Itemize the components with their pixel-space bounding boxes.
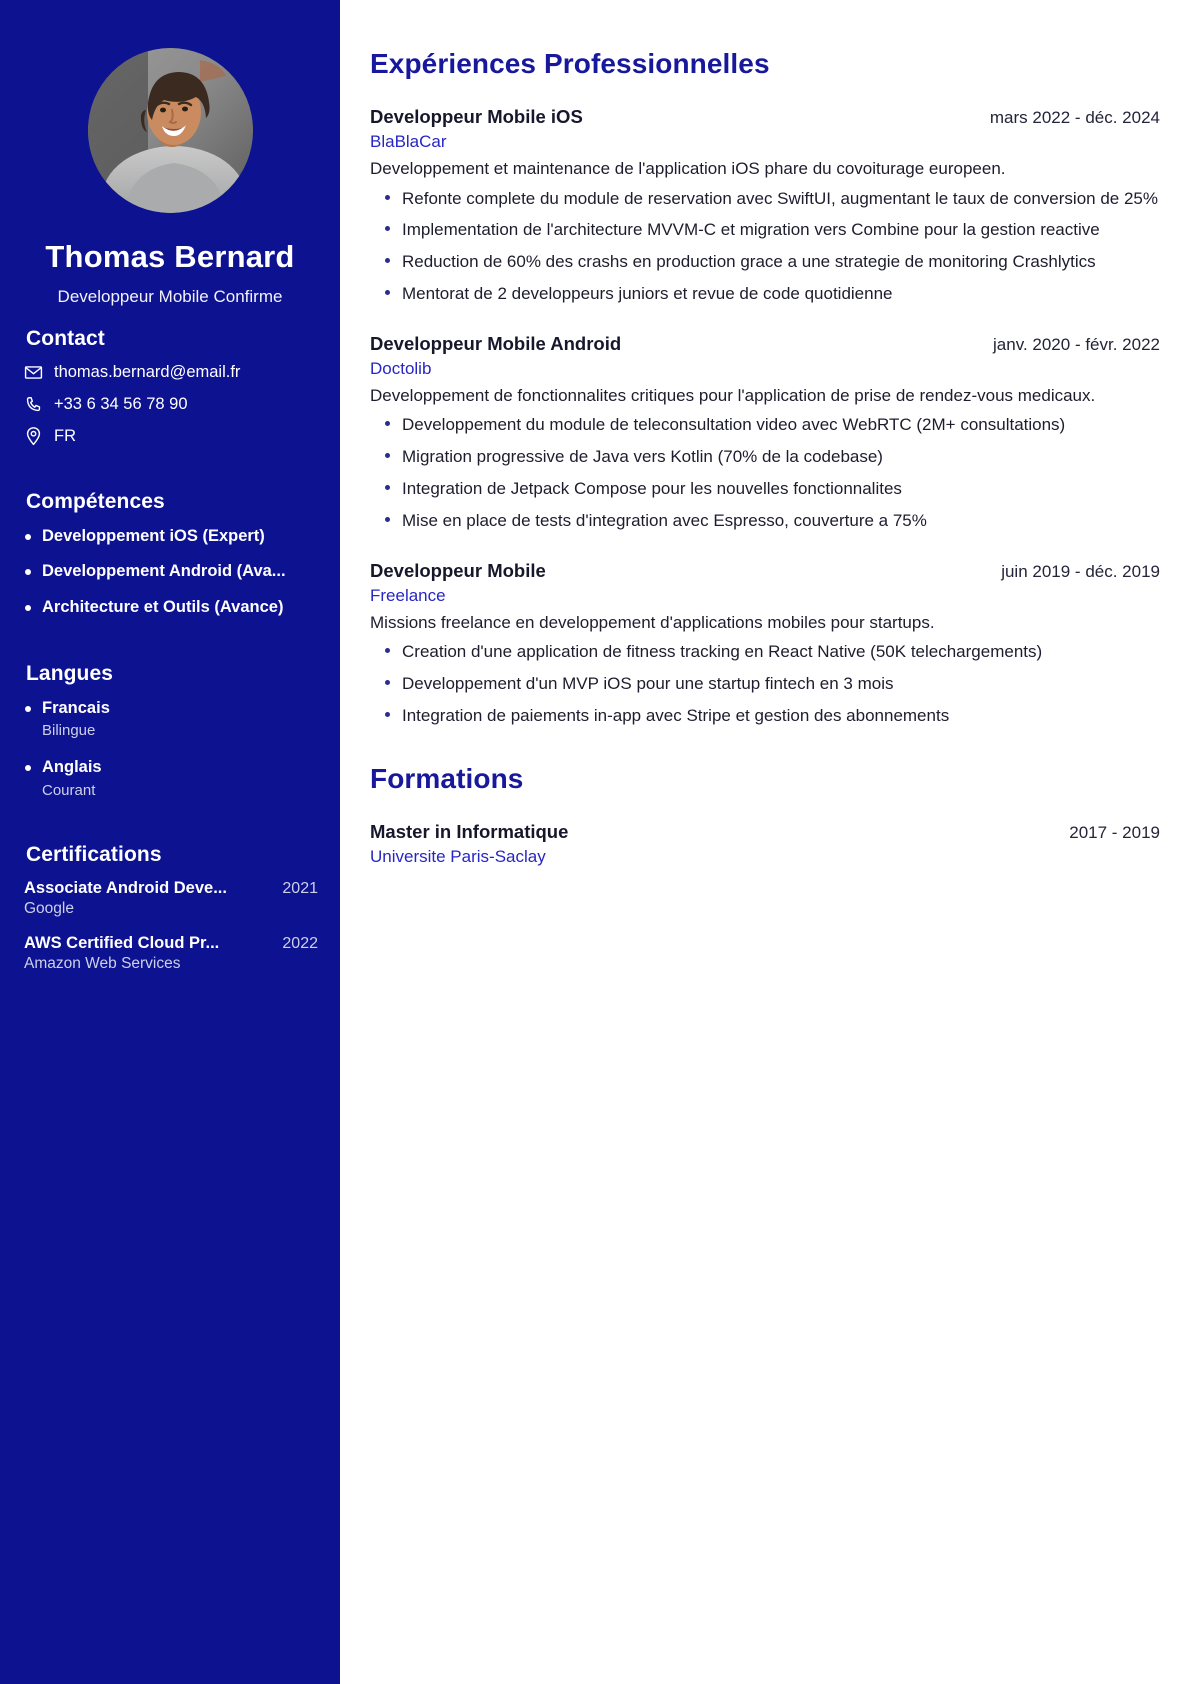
certification-year: 2021	[282, 879, 318, 897]
certification-header	[24, 934, 318, 953]
certification-issuer: Google	[24, 899, 74, 917]
sidebar	[0, 0, 340, 1684]
experience-header	[370, 106, 1160, 128]
skill-item: Architecture et Outils (Avance)	[22, 597, 318, 618]
experience-description: Missions freelance en developpement d'applications mobiles pour startups.	[370, 612, 935, 632]
language-item	[22, 698, 318, 739]
education-school: Universite Paris-Saclay	[370, 846, 546, 866]
main-content	[340, 0, 1190, 1684]
experience-company: Doctolib	[370, 358, 432, 378]
experience-header	[370, 560, 1160, 582]
experience-bullets	[370, 639, 1160, 728]
languages-heading: Langues	[26, 661, 114, 685]
skill-item: Developpement iOS (Expert)	[22, 526, 318, 547]
experience-description: Developpement de fonctionnalites critiques pour l'application de prise de rendez-vous medicaux.	[370, 385, 1096, 405]
experience-entry	[370, 333, 1160, 534]
profile-photo-illustration	[88, 48, 253, 213]
skill-item: Developpement Android (Ava...	[22, 561, 318, 582]
experience-bullet: Reduction de 60% des crashs en production grace a une strategie de monitoring Crashlytics	[370, 249, 1160, 275]
avatar-container	[22, 0, 318, 213]
experience-entry	[370, 560, 1160, 729]
location-pin-icon	[24, 427, 43, 446]
skills-heading: Compétences	[26, 489, 165, 513]
experience-bullet: Developpement du module de teleconsultation video avec WebRTC (2M+ consultations)	[370, 412, 1160, 438]
experience-bullet: Developpement d'un MVP iOS pour une startup fintech en 3 mois	[370, 671, 1160, 697]
experience-role: Developpeur Mobile iOS	[370, 106, 583, 127]
education-header	[370, 821, 1160, 843]
contact-heading: Contact	[26, 326, 105, 350]
experience-bullet: Integration de paiements in-app avec Stripe et gestion des abonnements	[370, 703, 1160, 729]
certification-name: AWS Certified Cloud Pr...	[24, 933, 220, 952]
contact-email-value: thomas.bernard@email.fr	[54, 362, 241, 381]
experience-bullet: Creation d'une application de fitness tracking en React Native (50K telechargements)	[370, 639, 1160, 665]
experience-bullet: Implementation de l'architecture MVVM-C et migration vers Combine pour la gestion reactive	[370, 217, 1160, 243]
experience-dates: janv. 2020 - févr. 2022	[993, 334, 1160, 354]
contact-phone[interactable]	[22, 395, 318, 414]
experience-dates: mars 2022 - déc. 2024	[989, 108, 1160, 127]
skills-list	[22, 526, 318, 618]
language-level: Bilingue	[42, 722, 96, 740]
experience-description: Developpement et maintenance de l'application iOS phare du covoiturage europeen.	[370, 159, 1006, 178]
certification-year: 2022	[282, 934, 318, 952]
contact-email[interactable]	[22, 363, 318, 382]
language-level: Courant	[42, 781, 96, 799]
experience-entry	[370, 106, 1160, 307]
education-degree: Master in Informatique	[370, 820, 569, 842]
experience-bullets	[370, 186, 1160, 307]
avatar	[88, 48, 253, 213]
experience-bullet: Integration de Jetpack Compose pour les nouvelles fonctionnalites	[370, 476, 1160, 502]
experience-section-title: Expériences Professionnelles	[370, 48, 770, 79]
education-section-title: Formations	[370, 762, 524, 794]
certifications-heading: Certifications	[26, 842, 162, 866]
experience-company: Freelance	[370, 585, 446, 605]
contact-location-value: FR	[54, 426, 76, 445]
certification-item	[22, 934, 318, 973]
certification-header	[24, 879, 318, 898]
certification-name: Associate Android Deve...	[24, 878, 227, 897]
phone-icon	[24, 395, 43, 414]
experience-bullet: Mise en place de tests d'integration avec Espresso, couverture a 75%	[370, 508, 1160, 534]
job-title: Developpeur Mobile Confirme	[57, 286, 283, 306]
certification-item	[22, 879, 318, 918]
language-item	[22, 757, 318, 798]
experience-dates: juin 2019 - déc. 2019	[1001, 561, 1160, 581]
language-name: Anglais	[22, 757, 318, 778]
full-name: Thomas Bernard	[45, 239, 295, 274]
experience-header	[370, 333, 1160, 355]
experience-bullets	[370, 412, 1160, 533]
envelope-icon	[24, 363, 43, 382]
language-name: Francais	[22, 698, 318, 719]
contact-location	[22, 427, 318, 446]
experience-company: BlaBlaCar	[370, 132, 447, 151]
education-dates: 2017 - 2019	[1069, 822, 1160, 842]
experience-bullet: Refonte complete du module de reservation avec SwiftUI, augmentant le taux de conversion de 25%	[370, 186, 1160, 212]
experience-bullet: Mentorat de 2 developpeurs juniors et revue de code quotidienne	[370, 281, 1160, 307]
experience-bullet: Migration progressive de Java vers Kotlin (70% de la codebase)	[370, 444, 1160, 470]
certification-issuer: Amazon Web Services	[24, 954, 181, 972]
education-entry	[370, 821, 1160, 867]
experience-role: Developpeur Mobile	[370, 559, 546, 581]
experience-role: Developpeur Mobile Android	[370, 332, 622, 354]
contact-phone-value: +33 6 34 56 78 90	[54, 394, 188, 413]
